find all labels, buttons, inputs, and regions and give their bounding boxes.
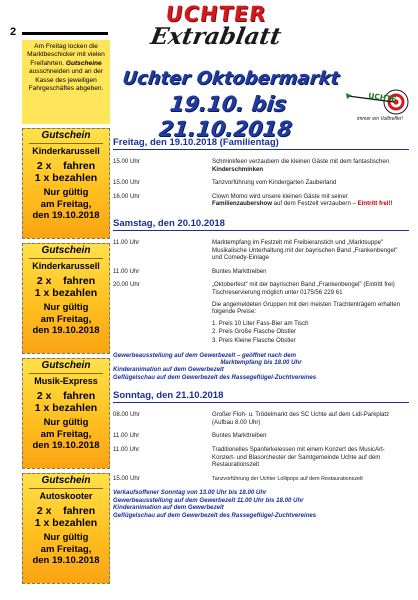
friday-event — [113, 179, 409, 187]
event-description: Tanzvorführung vom Kindergarten Zauberland — [212, 179, 337, 187]
event-line: Tischreservierung möglich unter 0175/56 229 61 — [212, 288, 343, 296]
coupon-divider — [29, 488, 103, 489]
event-text: Schminkfeen verzaubern die kleinen Gäste mit dem fantastischen — [212, 158, 390, 165]
event-time: 11.00 Uhr — [113, 238, 140, 246]
coupon-deal-line2: 1 x bezahlen — [34, 172, 98, 184]
coupon-deal — [23, 505, 109, 529]
logo-wordmark: UCHTE — [367, 91, 397, 104]
event-description — [212, 158, 409, 173]
page-number: 2 — [10, 26, 17, 38]
event-description — [212, 475, 409, 484]
coupon-title: Gutschein — [41, 360, 91, 371]
coupon-ride: Kinderkarussell — [32, 146, 100, 156]
coupon-ride: Musik-Express — [34, 376, 98, 386]
coupon-valid-line3: den 19.10.2018 — [32, 210, 100, 221]
event-description — [212, 193, 409, 208]
coupon-instructions — [22, 40, 110, 124]
coupon-card[interactable] — [22, 473, 110, 584]
event-program — [113, 137, 409, 528]
coupon-deal — [23, 275, 109, 299]
info-line: Kinderanimation auf dem Gewerbezelt — [113, 366, 224, 374]
info-line: Marktempfang bis 18.00 Uhr — [220, 358, 302, 366]
event-time: 20.00 Uhr — [113, 281, 140, 289]
info-line: Verkaufsoffener Sonntag von 13.00 Uhr bis 18.00 Uhr — [113, 489, 267, 497]
event-time: 11.00 Uhr — [113, 432, 140, 440]
coupon-valid-line2: am Freitag, — [40, 543, 92, 555]
info-line: Geflügelschau auf dem Gewerbezelt des Rassegeflügel-Zuchtvereines — [113, 511, 317, 519]
instructions-text-1: Am Freitag locken die Marktbeschicker mit vielen Freifahrten. — [27, 43, 105, 67]
sunday-info — [113, 489, 409, 519]
saturday-event — [113, 268, 409, 276]
event-line: Marktempfang im Festzelt mit Freibieranstich und „Marktsuppe" — [212, 238, 384, 246]
info-line: Gewerbeausstellung auf dem Gewerbezelt – geöffnet nach dem — [113, 351, 297, 359]
event-description: Buntes Markttreiben — [212, 432, 267, 440]
headline-title: Uchter Oktobermarkt — [121, 68, 341, 89]
event-time: 16.00 Uhr — [113, 192, 140, 200]
event-line: Tanzvorführung der Uchter Lollipops auf dem Restaurationszelt — [212, 475, 363, 482]
masthead — [111, 2, 321, 54]
event-time: 15.00 Uhr — [113, 474, 140, 482]
masthead-title-line1: UCHTER — [163, 2, 269, 26]
coupon-validity — [23, 532, 109, 567]
coupon-divider — [29, 143, 103, 144]
prize-item: 2. Preis Große Flasche Obstler — [212, 328, 296, 336]
coupon-deal — [23, 160, 109, 184]
instructions-text-2: ausschneiden und an der Kasse des jeweiligen Fahrgeschäftes abgeben. — [28, 68, 104, 93]
coupon-deal — [23, 390, 109, 414]
event-time: 15.00 Uhr — [113, 179, 140, 187]
sunday-heading: Sonntag, den 21.10.2018 — [113, 390, 409, 403]
coupon-title: Gutschein — [41, 245, 91, 256]
info-line: Geflügelschau auf dem Gewerbezelt des Rassegeflügel-Zuchtvereines — [113, 373, 317, 381]
coupon-card[interactable] — [22, 243, 110, 354]
event-time: 11.00 Uhr — [113, 445, 140, 453]
coupon-deal-line1: 2 x fahren — [36, 505, 96, 517]
top-divider — [22, 32, 108, 35]
coupon-valid-line3: den 19.10.2018 — [32, 325, 100, 336]
event-description: Buntes Markttreiben — [212, 267, 267, 275]
event-line: „Oktoberfest" mit der bayrischen Band „Frankenbengel" (Eintritt frei) — [212, 281, 395, 289]
coupon-valid-line1: Nur gültig — [43, 302, 89, 313]
event-time: 08.00 Uhr — [113, 411, 140, 419]
logo-slogan: immer ein Volltreffer! — [357, 116, 403, 122]
masthead-title-line2: Extrablatt — [148, 23, 284, 50]
coupon-ride: Kinderkarussell — [32, 261, 100, 271]
coupon-card[interactable] — [22, 358, 110, 469]
sunday-event — [113, 432, 409, 440]
saturday-info — [113, 352, 409, 382]
coupon-deal-line1: 2 x fahren — [36, 160, 96, 172]
coupon-title: Gutschein — [41, 475, 91, 486]
coupon-validity — [23, 187, 109, 222]
sunday-event — [113, 475, 409, 484]
coupon-valid-line2: am Freitag, — [40, 313, 92, 325]
coupon-ride: Autoskooter — [39, 491, 93, 501]
event-highlight: Kinderschminken — [212, 165, 264, 173]
sunday-event — [113, 446, 409, 469]
coupon-valid-line1: Nur gültig — [43, 187, 89, 198]
saturday-event — [113, 239, 409, 262]
saturday-event — [113, 281, 409, 345]
coupon-divider — [29, 258, 103, 259]
coupon-deal-line2: 1 x bezahlen — [34, 287, 98, 299]
coupon-validity — [23, 302, 109, 337]
coupon-valid-line1: Nur gültig — [43, 417, 89, 428]
coupon-valid-line2: am Freitag, — [40, 198, 92, 210]
coupon-valid-line2: am Freitag, — [40, 428, 92, 440]
event-highlight: Familienzaubershow — [212, 200, 272, 208]
event-description — [212, 281, 409, 345]
coupon-valid-line3: den 19.10.2018 — [32, 555, 100, 566]
event-free-entry: Eintritt frei!! — [357, 200, 393, 208]
target-arrow-icon — [344, 86, 410, 118]
info-line: Gewerbeausstellung auf dem Gewerbezelt 11.00 Uhr bis 18.00 Uhr — [113, 496, 304, 504]
coupon-card[interactable] — [22, 128, 110, 239]
coupon-divider — [29, 373, 103, 374]
coupon-deal-line2: 1 x bezahlen — [34, 402, 98, 414]
coupon-deal-line1: 2 x fahren — [36, 275, 96, 287]
headline-dates: 19.10. bis 21.10.2018 — [157, 92, 294, 141]
coupon-sidebar — [22, 40, 110, 584]
event-text: auf dem Festzelt verzaubern – — [271, 200, 358, 208]
event-description: Traditionelles Spanferkelessen mit einem Konzert des MusicArt- Konzert- und Blasorchester der Samtgemeinde Uchte auf dem Restaurationszelt — [212, 445, 385, 469]
coupon-valid-line1: Nur gültig — [43, 532, 89, 543]
friday-heading: Freitag, den 19.10.2018 (Familientag) — [113, 137, 409, 150]
event-time: 11.00 Uhr — [113, 267, 140, 275]
coupon-deal-line2: 1 x bezahlen — [34, 517, 98, 529]
saturday-heading: Samstag, den 20.10.2018 — [113, 218, 409, 231]
coupon-validity — [23, 417, 109, 452]
event-line: Die angemeldeten Gruppen mit den meisten Trachtenträgern erhalten folgende Preise: — [212, 300, 401, 316]
friday-event — [113, 158, 409, 173]
prize-item: 3. Preis Kleine Flasche Obstler — [212, 336, 296, 344]
event-description — [212, 239, 409, 262]
coupon-title: Gutschein — [41, 130, 91, 141]
event-time: 15.00 Uhr — [113, 158, 140, 165]
prize-item: 1. Preis 10 Liter Fass-Bier am Tisch — [212, 319, 309, 327]
info-line: Kinderanimation auf dem Gewerbezelt — [113, 504, 224, 512]
uchte-logo — [344, 86, 410, 130]
event-headline — [109, 68, 347, 142]
friday-event — [113, 193, 409, 208]
instructions-highlight: Gutscheine — [65, 59, 102, 67]
event-description: Großer Floh- u. Trödelmarkt des SC Uchte auf dem Lidl-Parkplatz (Aufbau 8.00 Uhr) — [212, 411, 390, 426]
event-text: Clown Momo wird unsere kleinen Gäste mit seiner — [212, 192, 348, 200]
coupon-deal-line1: 2 x fahren — [36, 390, 96, 402]
sunday-event — [113, 411, 409, 426]
coupon-valid-line3: den 19.10.2018 — [32, 440, 100, 451]
prize-list — [212, 320, 409, 345]
event-line: Musikalische Unterhaltung mit der bayrischen Band „Frankenbengel" und Comedy-Einlage — [212, 246, 398, 262]
